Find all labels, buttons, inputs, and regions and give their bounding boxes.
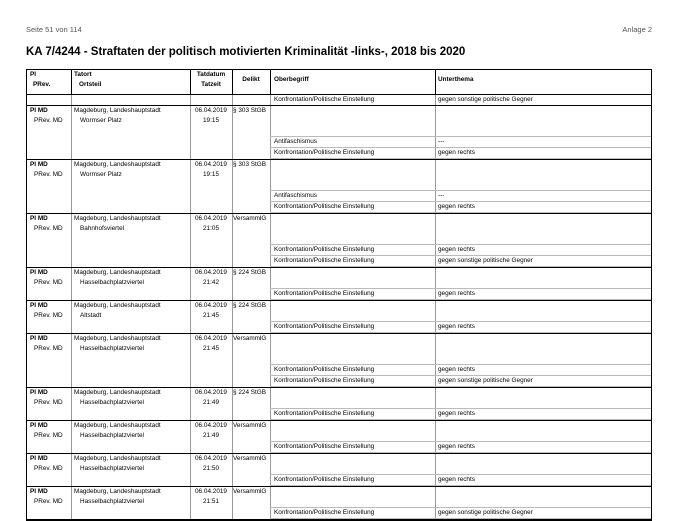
unterthema-cell: gegen rechts [438,366,475,373]
delikt-cell: VersammlG [233,335,267,342]
prev-cell: PRev. MD [34,279,63,286]
spacer-row [27,234,651,244]
unterthema-cell: gegen rechts [438,323,475,330]
annex-label: Anlage 2 [622,25,652,34]
tatdatum-cell: 06.04.2019 [195,107,227,114]
tatzeit-cell: 21:42 [203,279,219,286]
table-row [27,464,651,474]
prev-cell: PRev. MD [34,225,63,232]
table-row [27,487,651,497]
header-tatzeit: Tatzeit [201,81,221,88]
table-body [27,95,651,520]
oberbegriff-cell: Konfrontation/Politische Einstellung [274,290,375,297]
oberbegriff-cell: Konfrontation/Politische Einstellung [274,377,375,384]
continuation-group [27,95,651,106]
table-row [27,388,651,398]
ortsteil-cell: Bahnhofsviertel [80,225,125,232]
unterthema-cell: --- [438,138,445,145]
tatzeit-cell: 19:15 [203,171,219,178]
theme-row [270,321,651,333]
ortsteil-cell: Hasselbachplatzviertel [80,279,144,286]
tatdatum-cell: 06.04.2019 [195,488,227,495]
table-row [27,116,651,126]
ortsteil-cell: Hasselbachplatzviertel [80,432,144,439]
oberbegriff-cell: Konfrontation/Politische Einstellung [274,476,375,483]
tatort-cell: Magdeburg, Landeshauptstadt [74,269,161,276]
tatzeit-cell: 21:51 [203,498,219,505]
tatzeit-cell: 21:50 [203,465,219,472]
record-group [27,106,651,160]
oberbegriff-cell: Konfrontation/Politische Einstellung [274,323,375,330]
table-row [27,95,651,105]
table-row [27,497,651,507]
delikt-cell: § 303 StGB [233,107,267,114]
table-row [27,311,651,321]
tatort-cell: Magdeburg, Landeshauptstadt [74,302,161,309]
theme-row [270,376,651,387]
header-unterthema: Unterthema [438,76,474,83]
table-row [27,106,651,116]
prev-cell: PRev. MD [34,399,63,406]
delikt-cell: VersammlG [233,215,267,222]
pi-cell: PI MD [30,488,48,495]
tatdatum-cell: 06.04.2019 [195,269,227,276]
tatzeit-cell: 21:49 [203,399,219,406]
table-row [27,278,651,288]
pi-cell: PI MD [30,215,48,222]
record-group [27,388,651,421]
tatzeit-cell: 21:49 [203,432,219,439]
table-row [27,421,651,431]
record-group [27,214,651,268]
page-number: Seite 51 von 114 [26,25,82,34]
delikt-cell: VersammlG [233,422,267,429]
unterthema-cell: gegen sonstige politische Gegner [438,377,533,384]
header-pi-cell [30,70,70,94]
prev-cell: PRev. MD [34,312,63,319]
table-row [27,398,651,408]
theme-row [270,136,651,148]
page-header [26,25,652,35]
table-row [27,170,651,180]
tatort-cell: Magdeburg, Landeshauptstadt [74,335,161,342]
record-group [27,334,651,388]
tatdatum-cell: 06.04.2019 [195,215,227,222]
prev-cell: PRev. MD [34,498,63,505]
unterthema-cell: --- [438,192,445,199]
ortsteil-cell: Hasselbachplatzviertel [80,465,144,472]
delikt-cell: VersammlG [233,455,267,462]
record-group [27,301,651,334]
record-group [27,268,651,301]
document-title: KA 7/4244 - Straftaten der politisch motivierten Kriminalität -links-, 2018 bis 2020 [26,46,466,58]
oberbegriff-cell: Konfrontation/Politische Einstellung [274,96,375,103]
theme-row [270,364,651,376]
header-ortsteil: Ortsteil [79,81,102,88]
oberbegriff-cell: Konfrontation/Politische Einstellung [274,203,375,210]
oberbegriff-cell: Konfrontation/Politische Einstellung [274,366,375,373]
unterthema-cell: gegen rechts [438,476,475,483]
oberbegriff-cell: Antifaschismus [274,192,317,199]
ortsteil-cell: Wormser Platz [80,117,122,124]
theme-row [270,190,651,202]
tatzeit-cell: 21:05 [203,225,219,232]
unterthema-cell: gegen rechts [438,203,475,210]
table-row [27,454,651,464]
oberbegriff-cell: Antifaschismus [274,138,317,145]
tatdatum-cell: 06.04.2019 [195,389,227,396]
spacer-row [27,354,651,364]
delikt-cell: § 224 StGB [233,389,267,396]
tatzeit-cell: 21:45 [203,312,219,319]
unterthema-cell: gegen rechts [438,149,475,156]
table-row [27,301,651,311]
ortsteil-cell: Hasselbachplatzviertel [80,345,144,352]
prev-cell: PRev. MD [34,171,63,178]
delikt-cell: § 224 StGB [233,302,267,309]
tatort-cell: Magdeburg, Landeshauptstadt [74,161,161,168]
record-group [27,160,651,214]
oberbegriff-cell: Konfrontation/Politische Einstellung [274,410,375,417]
ortsteil-cell: Hasselbachplatzviertel [80,498,144,505]
header-tatort-cell [74,70,189,94]
table-row [27,268,651,278]
delikt-cell: § 224 StGB [233,269,267,276]
table-header [27,70,651,95]
ortsteil-cell: Altstadt [80,312,102,319]
header-pi: PI [30,71,37,78]
tatdatum-cell: 06.04.2019 [195,335,227,342]
theme-row [270,474,651,486]
prev-cell: PRev. MD [34,465,63,472]
prev-cell: PRev. MD [34,432,63,439]
spacer-row [27,180,651,190]
header-tatdatum: Tatdatum [196,71,226,78]
pi-cell: PI MD [30,302,48,309]
record-group [27,487,651,520]
tatort-cell: Magdeburg, Landeshauptstadt [74,215,161,222]
tatdatum-cell: 06.04.2019 [195,455,227,462]
pi-cell: PI MD [30,389,48,396]
table-row [27,334,651,344]
pi-cell: PI MD [30,269,48,276]
tatort-cell: Magdeburg, Landeshauptstadt [74,455,161,462]
spacer-row [27,126,651,136]
oberbegriff-cell: Konfrontation/Politische Einstellung [274,246,375,253]
theme-row [270,408,651,420]
oberbegriff-cell: Konfrontation/Politische Einstellung [274,149,375,156]
table-row [27,431,651,441]
oberbegriff-cell: Konfrontation/Politische Einstellung [274,257,375,264]
table-row [27,160,651,170]
theme-row [270,288,651,300]
unterthema-cell: gegen sonstige politische Gegner [438,257,533,264]
table-row [27,214,651,224]
table-row [27,344,651,354]
oberbegriff-cell: Konfrontation/Politische Einstellung [274,509,375,516]
tatort-cell: Magdeburg, Landeshauptstadt [74,107,161,114]
theme-row [270,256,651,267]
prev-cell: PRev. MD [34,117,63,124]
table-row [27,224,651,234]
pi-cell: PI MD [30,455,48,462]
delikt-cell: § 303 StGB [233,161,267,168]
unterthema-cell: gegen rechts [438,246,475,253]
pi-cell: PI MD [30,422,48,429]
unterthema-cell: gegen rechts [438,410,475,417]
header-oberbegriff: Oberbegriff [274,76,309,83]
pi-cell: PI MD [30,107,48,114]
tatdatum-cell: 06.04.2019 [195,302,227,309]
prev-cell: PRev. MD [34,345,63,352]
oberbegriff-cell: Konfrontation/Politische Einstellung [274,443,375,450]
pi-cell: PI MD [30,161,48,168]
header-prev: PRev. [33,81,51,88]
unterthema-cell: gegen rechts [438,443,475,450]
unterthema-cell: gegen rechts [438,290,475,297]
delikt-cell: VersammlG [233,488,267,495]
tatdatum-cell: 06.04.2019 [195,161,227,168]
record-group [27,421,651,454]
theme-row [270,244,651,256]
header-date-cell [190,70,232,94]
pi-cell: PI MD [30,335,48,342]
theme-row [270,441,651,453]
theme-row [270,202,651,213]
tatzeit-cell: 21:45 [203,345,219,352]
theme-row [270,507,651,519]
unterthema-cell: gegen sonstige politische Gegner [438,96,533,103]
crime-table [26,69,652,521]
tatzeit-cell: 19:15 [203,117,219,124]
theme-row [270,148,651,159]
tatort-cell: Magdeburg, Landeshauptstadt [74,488,161,495]
ortsteil-cell: Wormser Platz [80,171,122,178]
tatort-cell: Magdeburg, Landeshauptstadt [74,389,161,396]
header-delikt: Delikt [242,76,260,83]
header-tatort: Tatort [74,71,92,78]
tatdatum-cell: 06.04.2019 [195,422,227,429]
record-group [27,454,651,487]
tatort-cell: Magdeburg, Landeshauptstadt [74,422,161,429]
unterthema-cell: gegen sonstige politische Gegner [438,509,533,516]
ortsteil-cell: Hasselbachplatzviertel [80,399,144,406]
